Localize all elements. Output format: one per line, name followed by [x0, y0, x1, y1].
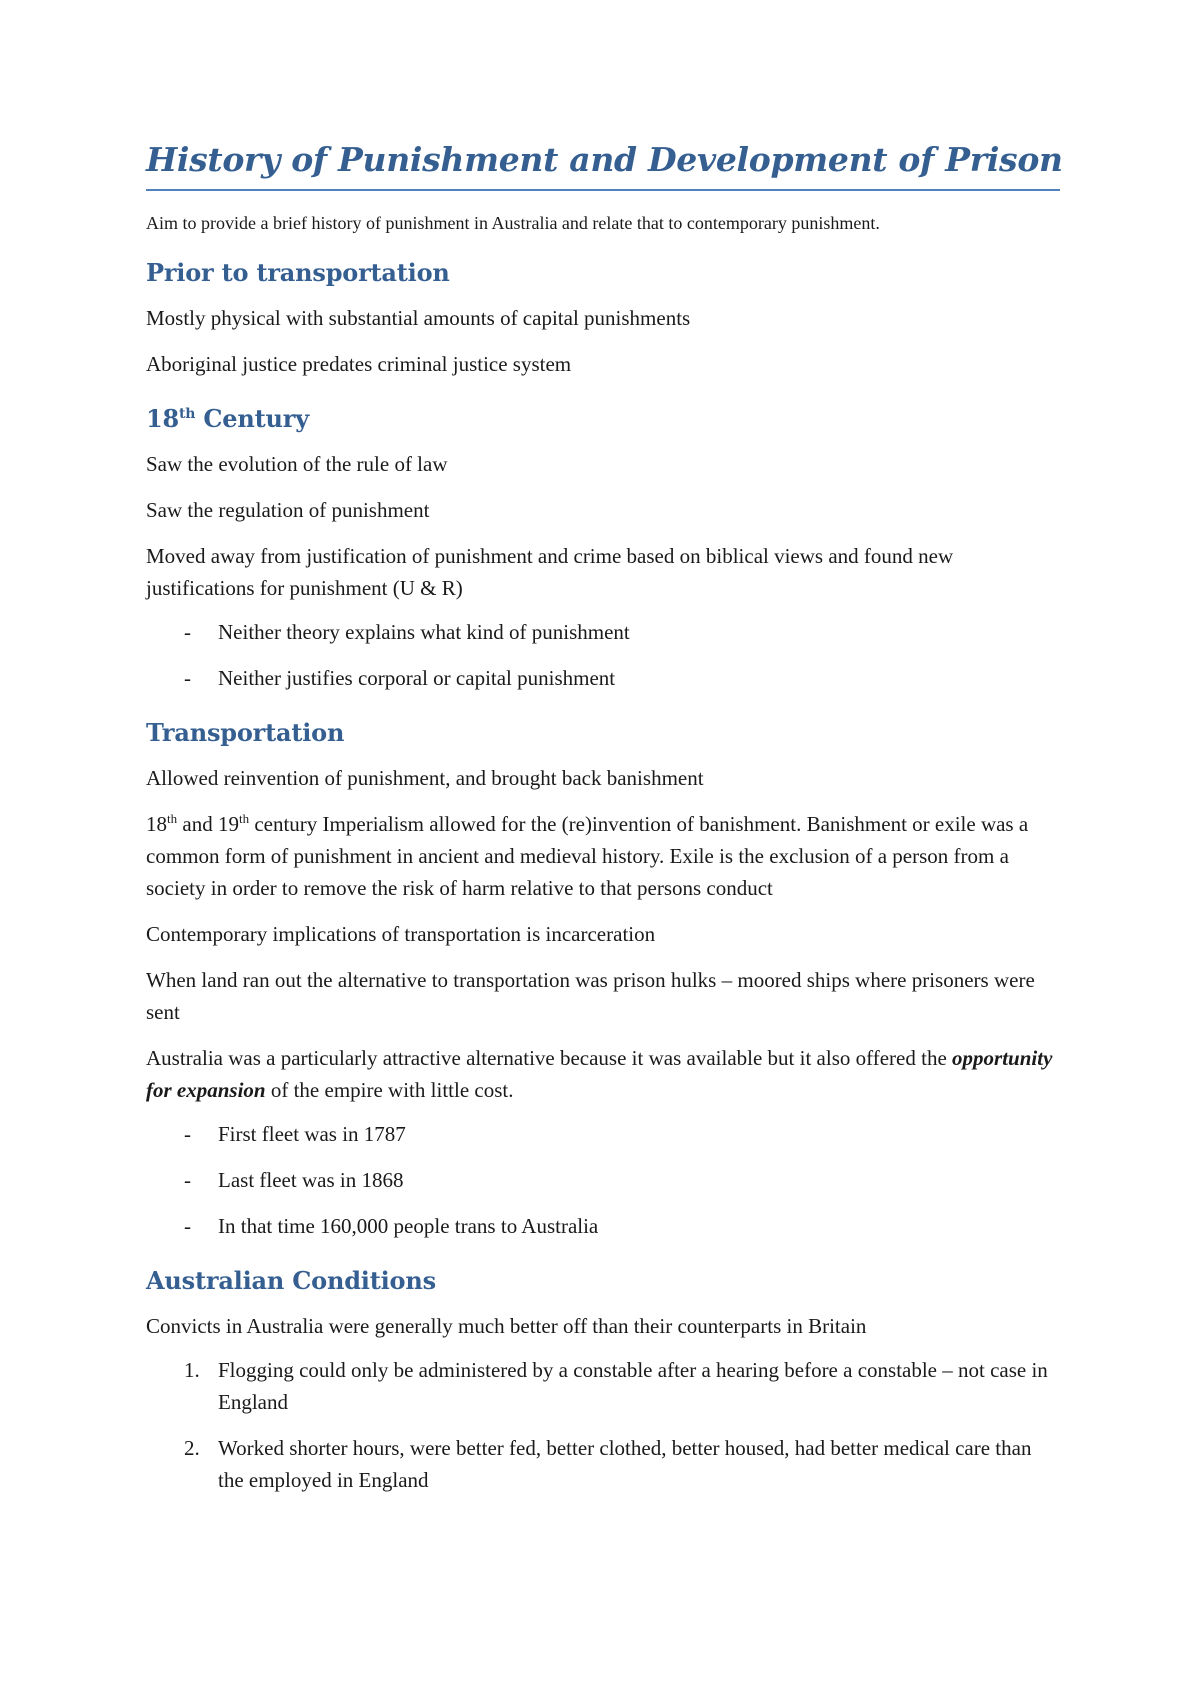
text-run: Australia was a particularly attractive alternative because it was available but it also offered the — [146, 1046, 953, 1070]
paragraph: Contemporary implications of transportation is incarceration — [146, 922, 656, 946]
list-item — [146, 1432, 1060, 1496]
heading-superscript: th — [179, 406, 196, 422]
bullet-marker: - — [184, 1168, 191, 1192]
bullet-marker: - — [184, 1122, 191, 1146]
bullet-marker: - — [184, 1214, 191, 1238]
paragraph: Moved away from justification of punishment and crime based on biblical views and found new justifications for punishment (U & R) — [146, 544, 954, 600]
list-item-text: In that time 160,000 people trans to Australia — [218, 1214, 599, 1238]
list-item-text: First fleet was in 1787 — [218, 1122, 406, 1146]
list-item-text: Neither justifies corporal or capital punishment — [218, 666, 616, 690]
heading-prior-to-transportation: Prior to transportation — [146, 258, 450, 287]
paragraph: When land ran out the alternative to transportation was prison hulks – moored ships where prisoners were sent — [146, 968, 1035, 1024]
list-item — [146, 1210, 1060, 1242]
list-item-text: Last fleet was in 1868 — [218, 1168, 404, 1192]
list-item — [146, 1354, 1060, 1418]
paragraph — [146, 1042, 1060, 1106]
bullet-marker: - — [184, 620, 191, 644]
list-item — [146, 1164, 1060, 1196]
numbered-list — [146, 1354, 1060, 1496]
heading-australian-conditions: Australian Conditions — [146, 1266, 436, 1295]
paragraph: Saw the regulation of punishment — [146, 498, 430, 522]
list-number: 2. — [184, 1436, 200, 1460]
text-run: and 19 — [177, 812, 239, 836]
heading-rest: Century — [195, 404, 309, 433]
paragraph — [146, 808, 1060, 904]
text-run: 18 — [146, 812, 167, 836]
text-run: century Imperialism allowed for the (re)invention of banishment. Banishment or exile was a common form of punishment in ancient and medieval history. Exile is the exclusion of a person from a society in order to remove the risk of harm relative to that persons conduct — [146, 812, 1029, 900]
list-item — [146, 662, 1060, 694]
bullet-list — [146, 616, 1060, 694]
paragraph: Allowed reinvention of punishment, and brought back banishment — [146, 766, 704, 790]
heading-number: 18 — [146, 404, 179, 433]
document-title: History of Punishment and Development of Prison — [146, 140, 1060, 191]
list-item-text: Neither theory explains what kind of punishment — [218, 620, 630, 644]
list-number: 1. — [184, 1358, 200, 1382]
superscript: th — [238, 811, 250, 826]
list-item-text: Worked shorter hours, were better fed, better clothed, better housed, had better medical care than the employed in England — [218, 1436, 1032, 1492]
emphasis-text: opportunity for expansion — [146, 1046, 1053, 1102]
paragraph: Aboriginal justice predates criminal justice system — [146, 352, 572, 376]
paragraph: Convicts in Australia were generally much better off than their counterparts in Britain — [146, 1314, 867, 1338]
superscript: th — [167, 811, 178, 826]
list-item — [146, 616, 1060, 648]
heading-18th-century — [146, 404, 1060, 434]
heading-transportation: Transportation — [146, 718, 345, 747]
document-page — [146, 140, 1063, 1496]
list-item-text: Flogging could only be administered by a constable after a hearing before a constable – not case in England — [218, 1358, 1048, 1414]
paragraph: Saw the evolution of the rule of law — [146, 452, 448, 476]
bullet-list — [146, 1118, 1060, 1242]
aim-text: Aim to provide a brief history of punishment in Australia and relate that to contemporary punishment. — [146, 213, 880, 233]
text-run: of the empire with little cost. — [265, 1078, 514, 1102]
list-item — [146, 1118, 1060, 1150]
paragraph: Mostly physical with substantial amounts of capital punishments — [146, 306, 691, 330]
bullet-marker: - — [184, 666, 191, 690]
